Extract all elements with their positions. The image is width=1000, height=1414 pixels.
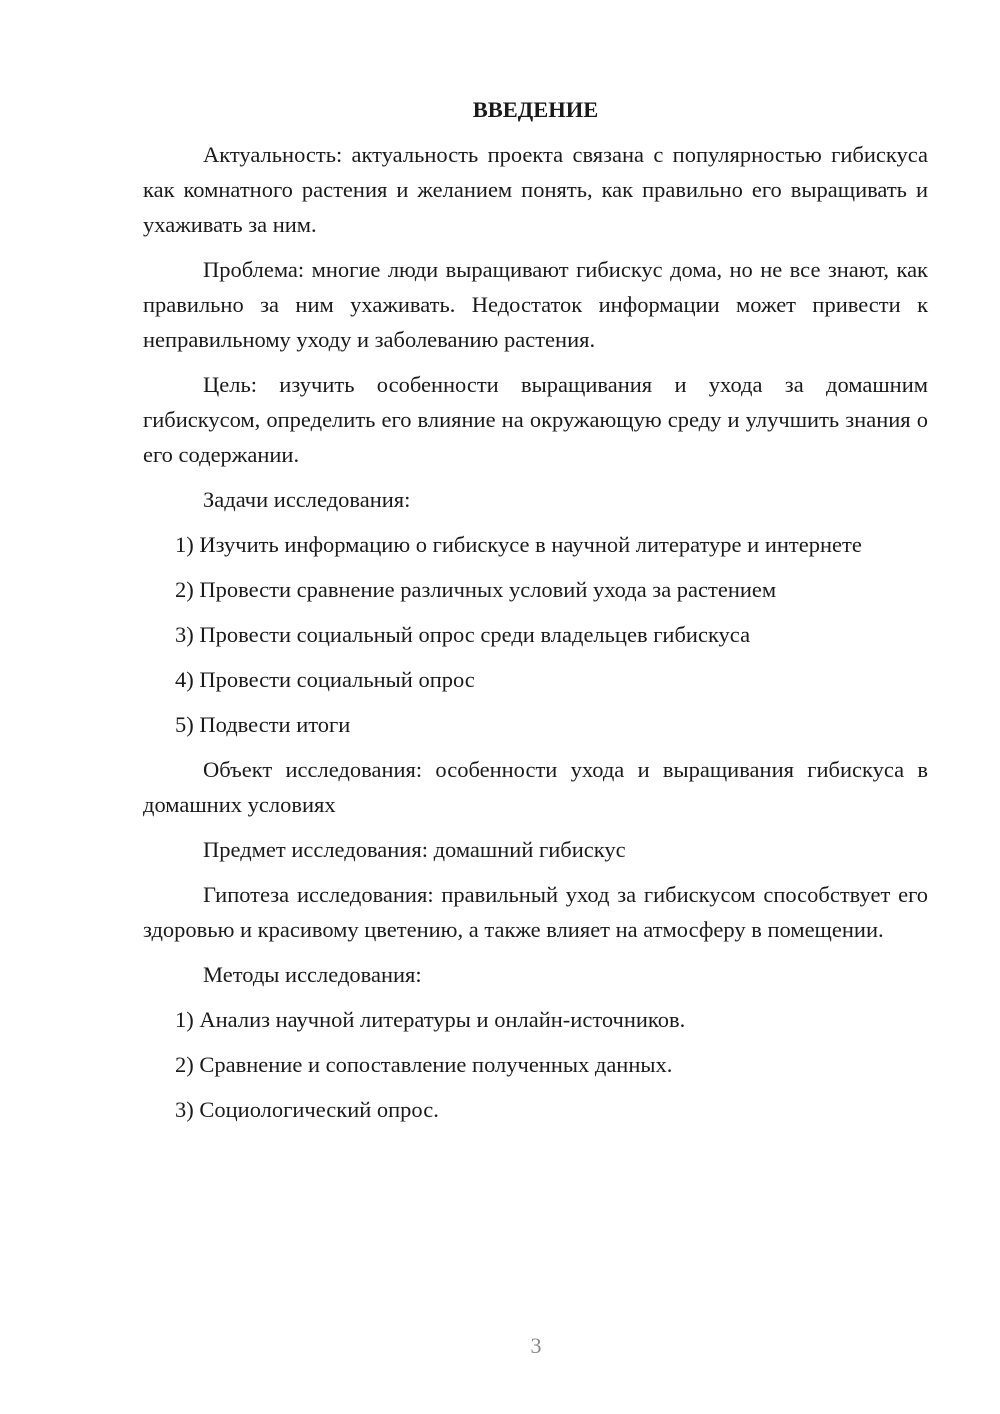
task-item-3: 3) Провести социальный опрос среди владельцев гибискуса [175,622,751,647]
method-item-1: 1) Анализ научной литературы и онлайн-источников. [175,1007,686,1032]
page-content [143,95,928,1137]
problem-paragraph: Проблема: многие люди выращивают гибискус дома, но не все знают, как правильно за ним ухаживать. Недостаток информации может привести к неправильному уходу и заболеванию растения. [143,257,928,352]
subject-paragraph: Предмет исследования: домашний гибискус [203,837,626,862]
tasks-title: Задачи исследования: [203,487,411,512]
methods-title: Методы исследования: [203,962,422,987]
method-item-3: 3) Социологический опрос. [175,1097,439,1122]
task-item-4: 4) Провести социальный опрос [175,667,475,692]
goal-paragraph: Цель: изучить особенности выращивания и ухода за домашним гибискусом, определить его влияние на окружающую среду и улучшить знания о его содержании. [143,372,928,467]
hypothesis-paragraph: Гипотеза исследования: правильный уход за гибискусом способствует его здоровью и красивому цветению, а также влияет на атмосферу в помещении. [143,882,928,942]
relevance-paragraph: Актуальность: актуальность проекта связана с популярностью гибискуса как комнатного растения и желанием понять, как правильно его выращивать и ухаживать за ним. [143,142,928,237]
section-heading: ВВЕДЕНИЕ [472,97,599,122]
page-number: 3 [530,1333,542,1358]
task-item-1: 1) Изучить информацию о гибискусе в научной литературе и интернете [175,532,862,557]
object-paragraph: Объект исследования: особенности ухода и выращивания гибискуса в домашних условиях [143,757,928,817]
task-item-2: 2) Провести сравнение различных условий ухода за растением [175,577,777,602]
method-item-2: 2) Сравнение и сопоставление полученных данных. [175,1052,673,1077]
task-item-5: 5) Подвести итоги [175,712,351,737]
